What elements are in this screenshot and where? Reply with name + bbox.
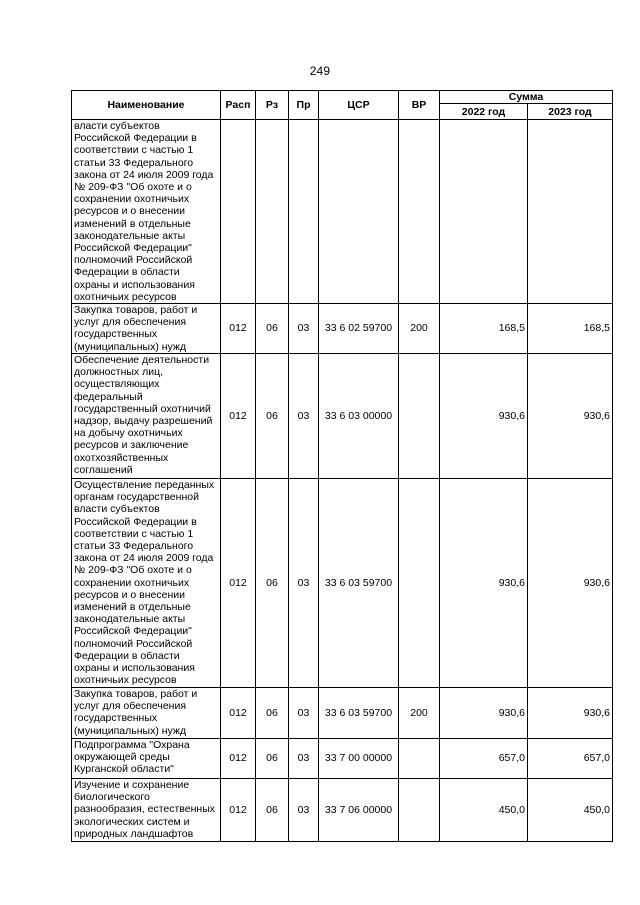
- row-rasp: 012: [221, 779, 256, 842]
- row-csr: 33 7 06 00000: [319, 779, 399, 842]
- row-name: Изучение и сохранение биологического разнообразия, естественных экологических систем и природных ландшафтов: [72, 779, 221, 842]
- row-sum-2022: 450,0: [440, 779, 528, 842]
- row-sum-2023: 657,0: [528, 739, 613, 779]
- header-year-2022: 2022 год: [440, 104, 528, 120]
- row-rz: [256, 120, 289, 304]
- row-rz: 06: [256, 354, 289, 479]
- header-rz: Рз: [256, 91, 289, 120]
- row-rasp: 012: [221, 304, 256, 354]
- row-sum-2022: [440, 120, 528, 304]
- row-rz: 06: [256, 739, 289, 779]
- row-csr: 33 6 03 59700: [319, 479, 399, 688]
- row-name: Осуществление переданных органам государственной власти субъектов Российской Федерации в соответствии с частью 1 статьи 33 Федерального закона от 24 июля 2009 года № 209-ФЗ "Об охоте и о сохранении охотничьих ресурсов и о внесении изменений в отдельные законодательные акты Российской Федерации" полномочий Российской Федерации в области охраны и использования охотничьих ресурсов: [72, 479, 221, 688]
- row-pr: 03: [289, 479, 319, 688]
- row-sum-2022: 930,6: [440, 688, 528, 739]
- row-vr: 200: [399, 688, 440, 739]
- row-rz: 06: [256, 479, 289, 688]
- row-pr: [289, 120, 319, 304]
- row-sum-2022: 930,6: [440, 479, 528, 688]
- row-rz: 06: [256, 304, 289, 354]
- row-sum-2023: 168,5: [528, 304, 613, 354]
- row-vr: [399, 479, 440, 688]
- row-rz: 06: [256, 688, 289, 739]
- row-sum-2023: 930,6: [528, 479, 613, 688]
- header-vr: ВР: [399, 91, 440, 120]
- table-row: [72, 354, 613, 479]
- page-number: 249: [309, 64, 331, 78]
- row-sum-2022: 657,0: [440, 739, 528, 779]
- header-rasp: Расп: [221, 91, 256, 120]
- table-row: [72, 688, 613, 739]
- row-pr: 03: [289, 354, 319, 479]
- row-sum-2023: 930,6: [528, 354, 613, 479]
- row-rasp: 012: [221, 354, 256, 479]
- row-csr: 33 7 00 00000: [319, 739, 399, 779]
- table-row: [72, 779, 613, 842]
- row-vr: [399, 779, 440, 842]
- row-vr: [399, 739, 440, 779]
- table-row: [72, 479, 613, 688]
- row-sum-2022: 930,6: [440, 354, 528, 479]
- header-pr: Пр: [289, 91, 319, 120]
- row-csr: 33 6 02 59700: [319, 304, 399, 354]
- row-sum-2022: 168,5: [440, 304, 528, 354]
- row-sum-2023: 930,6: [528, 688, 613, 739]
- row-sum-2023: 450,0: [528, 779, 613, 842]
- row-csr: 33 6 03 59700: [319, 688, 399, 739]
- row-name: Закупка товаров, работ и услуг для обеспечения государственных (муниципальных) нужд: [72, 688, 221, 739]
- budget-table: [71, 90, 613, 842]
- table-row: [72, 304, 613, 354]
- row-rasp: 012: [221, 739, 256, 779]
- row-rz: 06: [256, 779, 289, 842]
- table-row: [72, 120, 613, 304]
- row-pr: 03: [289, 304, 319, 354]
- row-pr: 03: [289, 779, 319, 842]
- row-rasp: 012: [221, 688, 256, 739]
- header-sum: Сумма: [440, 91, 613, 104]
- row-name: Закупка товаров, работ и услуг для обеспечения государственных (муниципальных) нужд: [72, 304, 221, 354]
- row-name: Обеспечение деятельности должностных лиц, осуществляющих федеральный государственный охотничий надзор, выдачу разрешений на добычу охотничьих ресурсов и заключение охотхозяйственных соглашений: [72, 354, 221, 479]
- row-vr: 200: [399, 304, 440, 354]
- row-name: Подпрограмма "Охрана окружающей среды Курганской области": [72, 739, 221, 779]
- table-row: [72, 739, 613, 779]
- row-csr: [319, 120, 399, 304]
- row-vr: [399, 354, 440, 479]
- header-csr: ЦСР: [319, 91, 399, 120]
- row-csr: 33 6 03 00000: [319, 354, 399, 479]
- header-year-2023: 2023 год: [528, 104, 613, 120]
- row-sum-2023: [528, 120, 613, 304]
- row-rasp: 012: [221, 479, 256, 688]
- row-name: власти субъектов Российской Федерации в соответствии с частью 1 статьи 33 Федерального закона от 24 июля 2009 года № 209-ФЗ "Об охоте и о сохранении охотничьих ресурсов и о внесении изменений в отдельные законодательные акты Российской Федерации" полномочий Российской Федерации в области охраны и использования охотничьих ресурсов: [72, 120, 221, 304]
- row-rasp: [221, 120, 256, 304]
- row-pr: 03: [289, 688, 319, 739]
- row-pr: 03: [289, 739, 319, 779]
- table-header: [72, 91, 613, 120]
- header-name: Наименование: [72, 91, 221, 120]
- table-body: [72, 120, 613, 842]
- row-vr: [399, 120, 440, 304]
